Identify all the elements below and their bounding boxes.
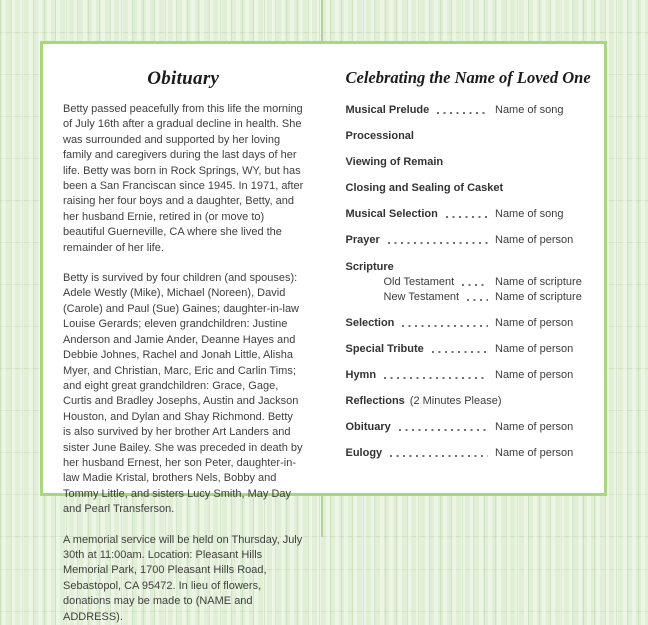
- service-item-label: Selection: [345, 316, 395, 329]
- service-item: [346, 395, 591, 409]
- service-item-label: Processional: [345, 130, 414, 143]
- dot-leader: [462, 276, 488, 290]
- service-item-value: Name of song: [495, 208, 564, 221]
- service-item-group: [346, 130, 591, 144]
- obituary-paragraph: Betty is survived by four children (and spouses): Adele Westly (Mike), Michael (Noreen), David (Carole) and Paul (Sue) Gaines; daughter-in-law Louise Gerards; eleven grandchildren: Justine Anderson and Jamie Ander, Deanne Hayes and Debbie Johnes, Rachel and Jonah Little, Alisha Myer, and Christian, Marc, Eric and Carlin Tims; and eight great grandchildren: Grace, Gage, Curtis and Bradley Josephs, Austin and Jackson Houston, and Dylan and Shay Richmond. Betty is also survived by her brother Art Landers and sister June Bailey. She was preceded in death by her husband Ernest, her son Peter, daughter-in-law Madie Kristal, brothers Nels, Bobby and Tommy Little, and sisters Lucy Smith, May Day and Pearl Transferson.: [63, 272, 303, 516]
- dot-leader: [446, 208, 488, 222]
- dot-leader: [390, 447, 488, 461]
- dot-leader: [437, 104, 488, 118]
- service-item-label: New Testament: [383, 290, 460, 303]
- service-item-value: Name of scripture: [495, 275, 582, 288]
- service-item-value: Name of person: [495, 447, 574, 460]
- service-item-label: Closing and Sealing of Casket: [345, 182, 504, 195]
- service-item-label: Special Tribute: [345, 342, 424, 355]
- service-item: [346, 447, 591, 461]
- service-item-group: [346, 421, 591, 435]
- service-item: [346, 369, 591, 383]
- service-item: [346, 104, 591, 118]
- service-item-group: [346, 208, 591, 222]
- service-subitem: [346, 276, 591, 290]
- service-items: [346, 104, 591, 461]
- order-of-service-page: [324, 44, 605, 493]
- service-item: [346, 343, 591, 357]
- service-item-label: Reflections: [345, 394, 405, 407]
- service-item-value: Name of person: [495, 316, 574, 329]
- service-item-group: [346, 317, 591, 331]
- service-item-label: Eulogy: [345, 447, 383, 460]
- program-sheet: [40, 41, 607, 623]
- service-subitem: [346, 291, 591, 305]
- dot-leader: [388, 234, 488, 248]
- dot-leader: [467, 291, 488, 305]
- obituary-page: [43, 44, 324, 623]
- service-item-group: [346, 447, 591, 461]
- service-item-label: Musical Prelude: [345, 104, 430, 116]
- service-item-label: Hymn: [345, 368, 377, 381]
- service-item-note: (2 Minutes Please): [409, 394, 502, 407]
- service-item-group: [346, 182, 591, 196]
- obituary-paragraph: Betty passed peacefully from this life the morning of July 16th after a gradual decline in health. She was surrounded and supported by her loving family and caregivers during the last days of her life. Betty was born in Rock Springs, WY, but has been a San Franciscan since 1945. In 1971, after raising her four boys and a daughter, Betty, and her husband Ernie, retired in (or move to) beautiful Guerneville, CA where she lived the remainder of her life.: [63, 103, 304, 254]
- service-item: [346, 261, 591, 275]
- service-item-value: Name of scripture: [495, 290, 582, 303]
- service-item-label: Scripture: [345, 260, 394, 273]
- service-item: [346, 317, 591, 331]
- service-item-label: Old Testament: [383, 275, 455, 288]
- service-item-label: Obituary: [345, 421, 391, 434]
- obituary-body: [63, 102, 304, 625]
- obituary-title: Obituary: [147, 68, 220, 89]
- service-item-value: Name of person: [495, 421, 574, 434]
- service-item-group: [346, 343, 591, 357]
- dot-leader: [399, 421, 488, 435]
- service-item: [346, 421, 591, 435]
- service-item-label: Musical Selection: [345, 208, 438, 221]
- dot-leader: [402, 317, 488, 331]
- service-title: Celebrating the Name of Loved One: [345, 68, 591, 87]
- service-item-label: Prayer: [345, 234, 380, 247]
- service-item-group: [346, 234, 591, 248]
- service-item: [346, 130, 591, 144]
- service-item-group: [346, 261, 591, 305]
- service-item: [346, 208, 591, 222]
- service-item-value: Name of song: [495, 104, 564, 116]
- service-item-group: [346, 156, 591, 170]
- service-item: [346, 234, 591, 248]
- service-item-label: Viewing of Remain: [345, 156, 444, 169]
- service-item-group: [346, 395, 591, 409]
- service-item-value: Name of person: [495, 234, 574, 247]
- service-item-value: Name of person: [495, 368, 574, 381]
- service-item: [346, 156, 591, 170]
- service-item-group: [346, 104, 591, 118]
- dot-leader: [432, 343, 488, 357]
- dot-leader: [384, 369, 488, 383]
- service-item-value: Name of person: [495, 342, 574, 355]
- obituary-paragraph: A memorial service will be held on Thursday, July 30th at 11:00am. Location: Pleasant Hills Memorial Park, 1700 Pleasant Hills Road, Sebastopol, CA 95472. In lieu of flowers, donations may be made to (NAME and ADDRESS).: [63, 533, 303, 623]
- service-item: [346, 182, 591, 196]
- service-item-group: [346, 369, 591, 383]
